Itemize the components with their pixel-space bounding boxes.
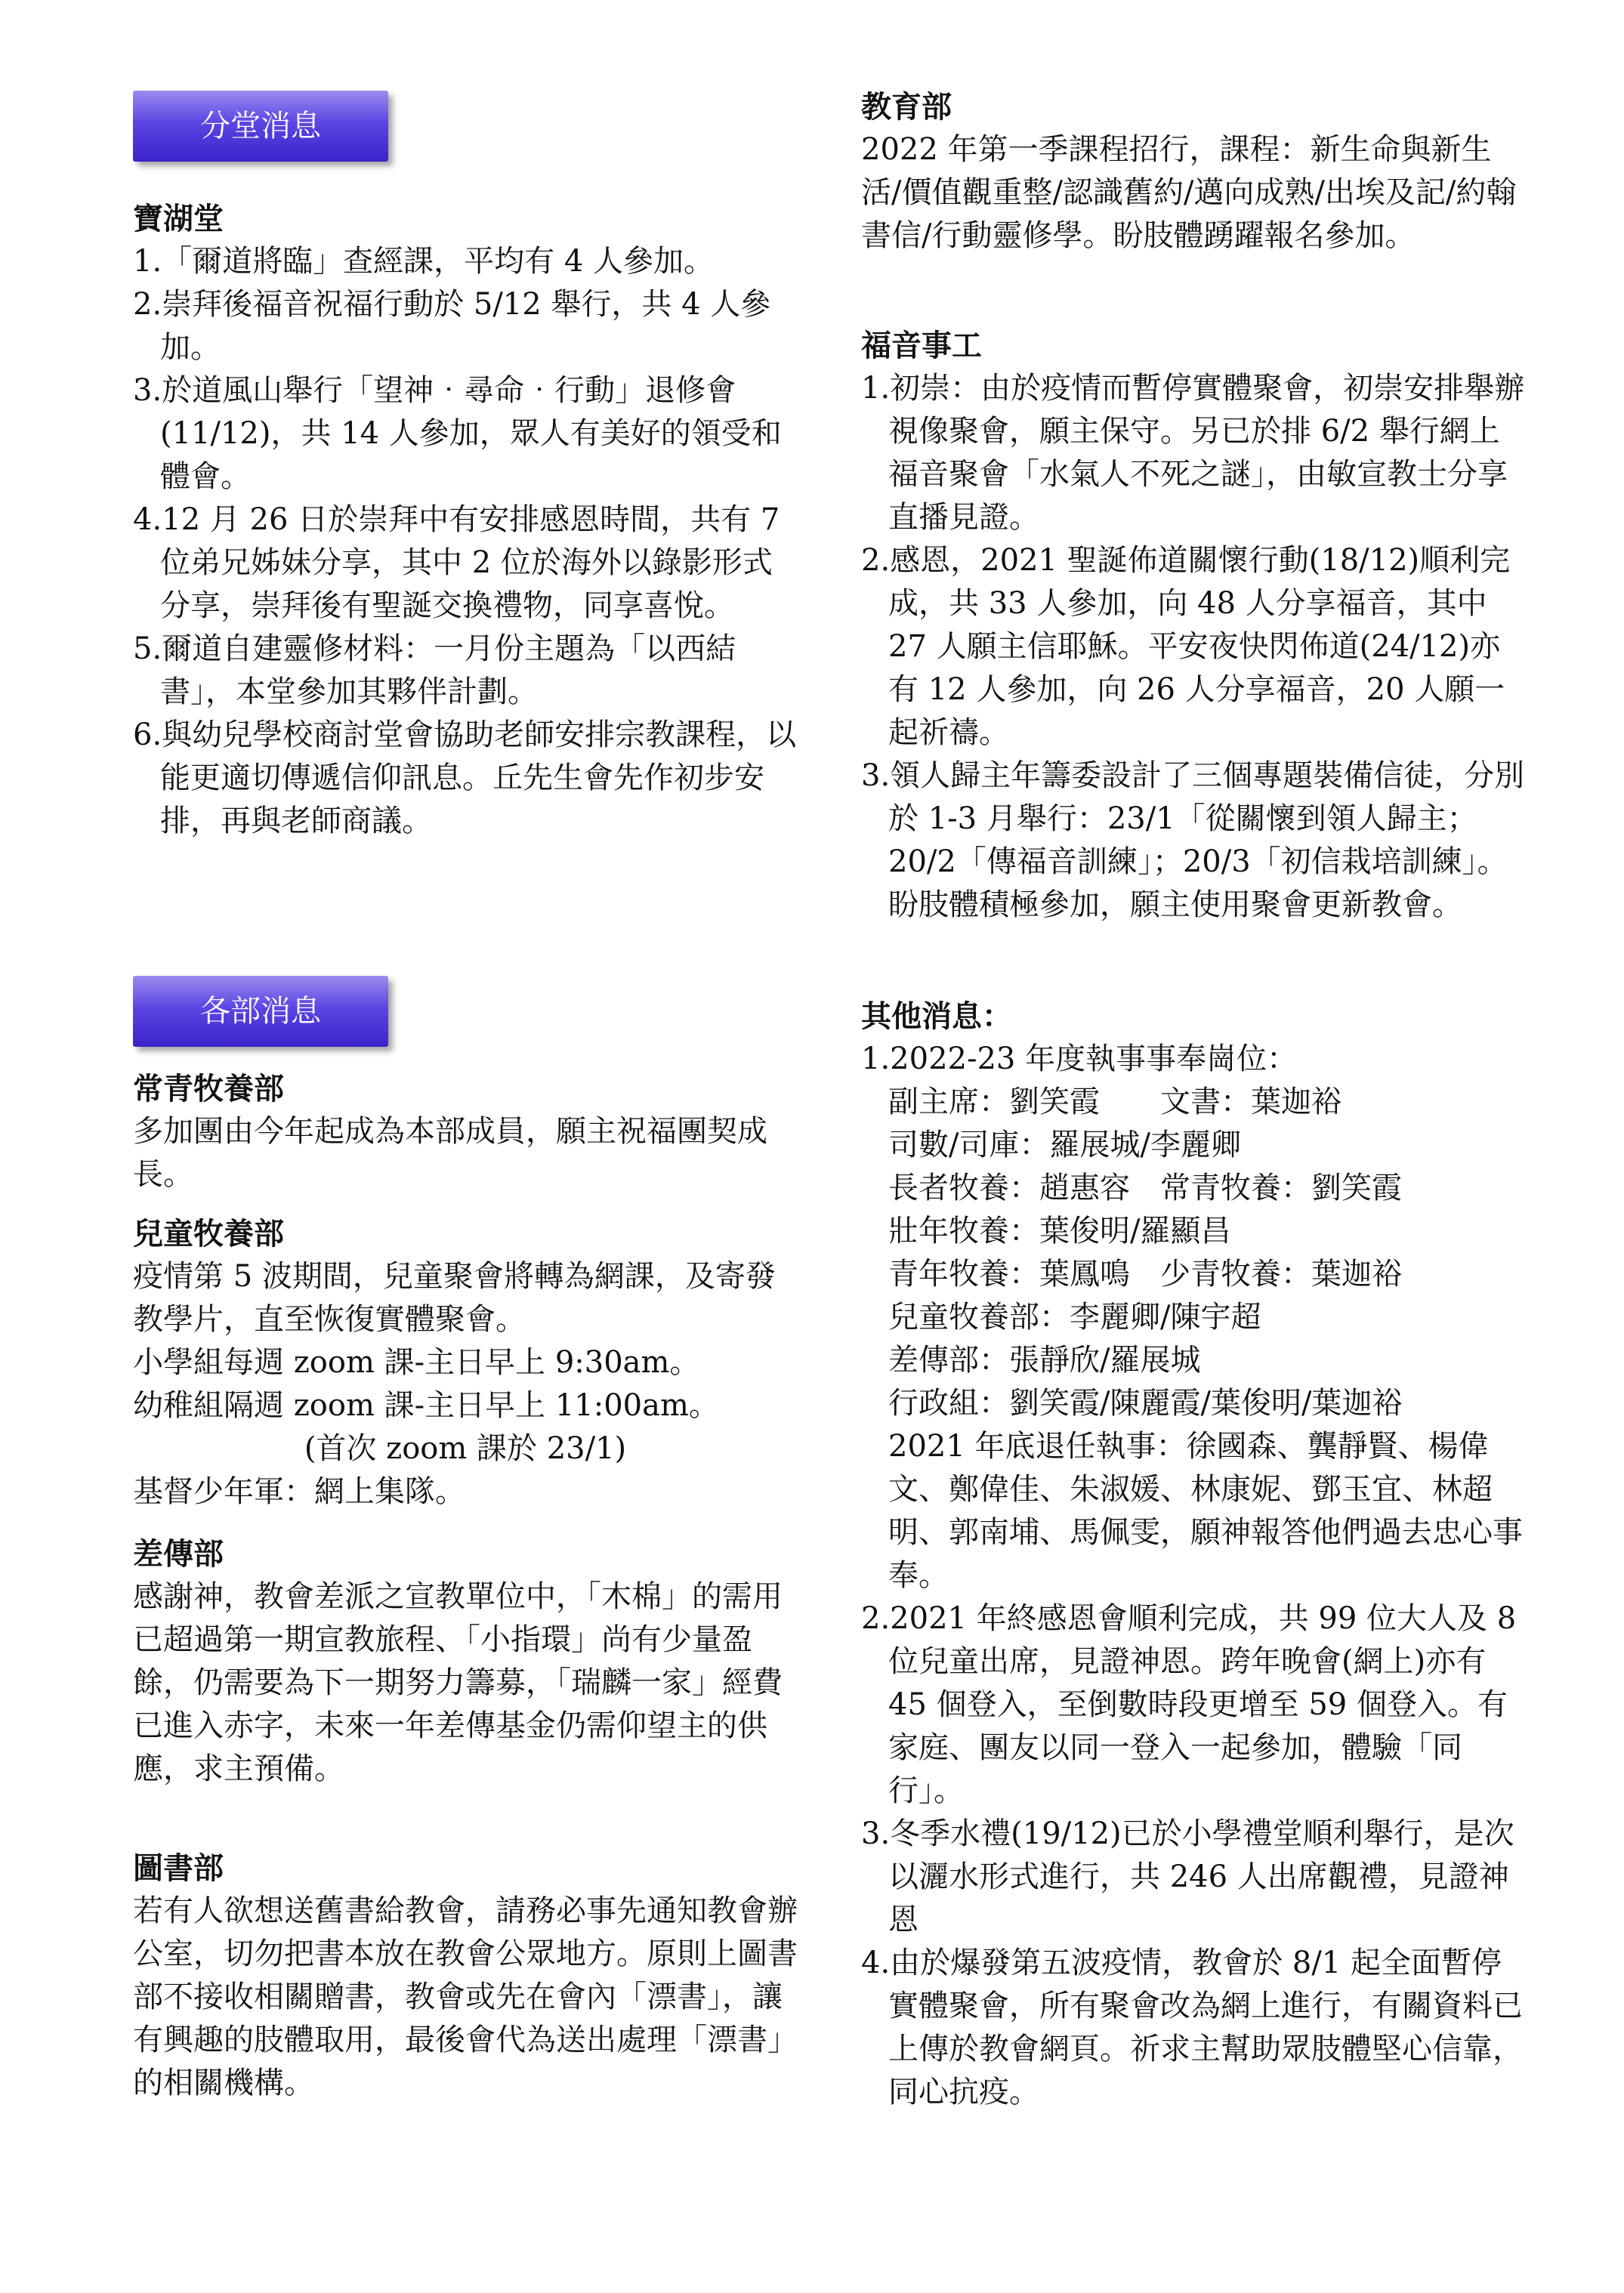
list-item: 1.2022-23 年度執事事奉崗位：	[861, 1042, 1298, 1076]
section-tushu	[133, 1847, 798, 2105]
text-line: 基督少年軍：網上集隊。	[133, 1474, 465, 1509]
list-item: 4.12 月 26 日於崇拜中有安排感恩時間，共有 7 位弟兄姊妹分享，其中 2 位於海外以錄影形式分享，崇拜後有聖誕交換禮物，同享喜悅。	[133, 502, 780, 623]
list-fuyin	[861, 367, 1526, 927]
list-qita	[861, 1038, 1526, 1081]
role-row: 行政組：劉笑霞/陳麗霞/葉俊明/葉迦裕	[888, 1386, 1403, 1421]
text-line: 小學組每週 zoom 課-主日早上 9:30am。	[133, 1345, 700, 1380]
section-banner-branch-news: 分堂消息	[133, 91, 388, 162]
section-banner-department-news: 各部消息	[133, 976, 388, 1047]
list-item: 2.感恩，2021 聖誕佈道關懷行動(18/12)順利完成，共 33 人參加，向 48 人分享福音，其中 27 人願主信耶穌。平安夜快閃佈道(24/12)亦有 12 人參加，向 26 人分享福音，20 人願一起祈禱。	[861, 543, 1511, 750]
role-row: 長者牧養：趙惠容 常青牧養：劉笑霞	[888, 1171, 1402, 1205]
text-chaichuan: 感謝神，教會差派之宣教單位中，「木棉」的需用已超過第一期宣教旅程、「小指環」尚有少量盈餘，仍需要為下一期努力籌募，「瑞麟一家」經費已進入赤字，未來一年差傳基金仍需仰望主的供應，求主預備。	[133, 1579, 783, 1786]
list-baowu	[133, 240, 798, 843]
section-ertong	[133, 1213, 798, 1514]
list-item: 1.初崇：由於疫情而暫停實體聚會，初崇安排舉辦視像聚會，願主保守。另已於排 6/2 舉行網上福音聚會「水氣人不死之謎」，由敏宣教士分享直播見證。	[861, 371, 1525, 535]
section-chaichuan	[133, 1533, 798, 1791]
section-baowu	[133, 198, 798, 843]
role-row: 壯年牧養：葉俊明/羅顯昌	[888, 1214, 1231, 1248]
list-item: 6.與幼兒學校商討堂會協助老師安排宗教課程，以能更適切傳遞信仰訊息。丘先生會先作初步安排，再與老師商議。	[133, 718, 797, 838]
section-jiaoyu	[861, 86, 1526, 258]
heading-tushu: 圖書部	[133, 1850, 224, 1886]
heading-qita: 其他消息：	[861, 998, 1012, 1034]
list-item: 1.「爾道將臨」查經課，平均有 4 人參加。	[133, 244, 715, 279]
list-item: 5.爾道自建靈修材料：一月份主題為「以西結書」，本堂參加其夥伴計劃。	[133, 631, 736, 709]
list-item: 2.崇拜後福音祝福行動於 5/12 舉行，共 4 人參加。	[133, 287, 771, 365]
role-list	[861, 1081, 1526, 1597]
role-row: 差傳部：張靜欣/羅展城	[888, 1343, 1201, 1378]
role-row: 兒童牧養部：李麗卿/陳宇超	[888, 1300, 1261, 1335]
list-qita-more	[861, 1597, 1526, 2114]
heading-chaichuan: 差傳部	[133, 1536, 224, 1572]
section-qita	[861, 995, 1526, 2114]
text-jiaoyu: 2022 年第一季課程招行，課程：新生命與新生活/價值觀重整/認識舊約/邁向成熟/出埃及記/約翰書信/行動靈修學。盼肢體踴躍報名參加。	[861, 132, 1517, 253]
text-changqing: 多加團由今年起成為本部成員，願主祝福團契成長。	[133, 1114, 767, 1192]
heading-baowu: 寶湖堂	[133, 201, 224, 236]
heading-changqing: 常青牧養部	[133, 1071, 284, 1106]
role-row: 副主席：劉笑霞 文書：葉迦裕	[888, 1085, 1341, 1119]
text-line: 疫情第 5 波期間，兒童聚會將轉為網課，及寄發教學片，直至恢復實體聚會。	[133, 1259, 776, 1337]
section-fuyin	[861, 325, 1526, 927]
text-line: 幼稚組隔週 zoom 課-主日早上 11:00am。	[133, 1388, 719, 1423]
heading-jiaoyu: 教育部	[861, 89, 952, 125]
list-item: 3.冬季水禮(19/12)已於小學禮堂順利舉行，是次以灑水形式進行，共 246 人出席觀禮，見證神恩	[861, 1816, 1514, 1937]
text-tushu: 若有人欲想送舊書給教會，請務必事先通知教會辦公室，切勿把書本放在教會公眾地方。原則上圖書部不接收相關贈書，教會或先在會內「漂書」，讓有興趣的肢體取用，最後會代為送出處理「漂書」的相關機構。	[133, 1893, 798, 2100]
role-row: 青年牧養：葉鳳鳴 少青牧養：葉迦裕	[888, 1257, 1402, 1292]
role-row: 司數/司庫：羅展城/李麗卿	[888, 1128, 1241, 1162]
list-item: 4.由於爆發第五波疫情，教會於 8/1 起全面暫停實體聚會，所有聚會改為網上進行，有關資料已上傳於教會網頁。祈求主幫助眾肢體堅心信靠，同心抗疫。	[861, 1946, 1523, 2109]
text-line: (首次 zoom 課於 23/1)	[304, 1431, 627, 1466]
retired-deacons: 2021 年底退任執事：徐國森、龔靜賢、楊偉文、鄭偉佳、朱淑媛、林康妮、鄧玉宜、林超明、郭南埔、馬佩雯，願神報答他們過去忠心事奉。	[888, 1429, 1523, 1593]
heading-ertong: 兒童牧養部	[133, 1216, 284, 1251]
heading-fuyin: 福音事工	[861, 328, 982, 363]
list-item: 3.於道風山舉行「望神‧尋命‧行動」退修會(11/12)，共 14 人參加，眾人有美好的領受和體會。	[133, 373, 782, 494]
list-item: 2.2021 年終感恩會順利完成，共 99 位大人及 8 位兒童出席，見證神恩。跨年晚會(網上)亦有 45 個登入，至倒數時段更增至 59 個登入。有家庭、團友以同一登入一起參加，體驗「同行」。	[861, 1601, 1517, 1808]
section-changqing	[133, 1068, 798, 1196]
list-item: 3.領人歸主年籌委設計了三個專題裝備信徒，分別於 1-3 月舉行：23/1「從關懷到領人歸主；20/2「傳福音訓練」；20/3「初信栽培訓練」。盼肢體積極參加，願主使用聚會更新教會。	[861, 758, 1525, 922]
